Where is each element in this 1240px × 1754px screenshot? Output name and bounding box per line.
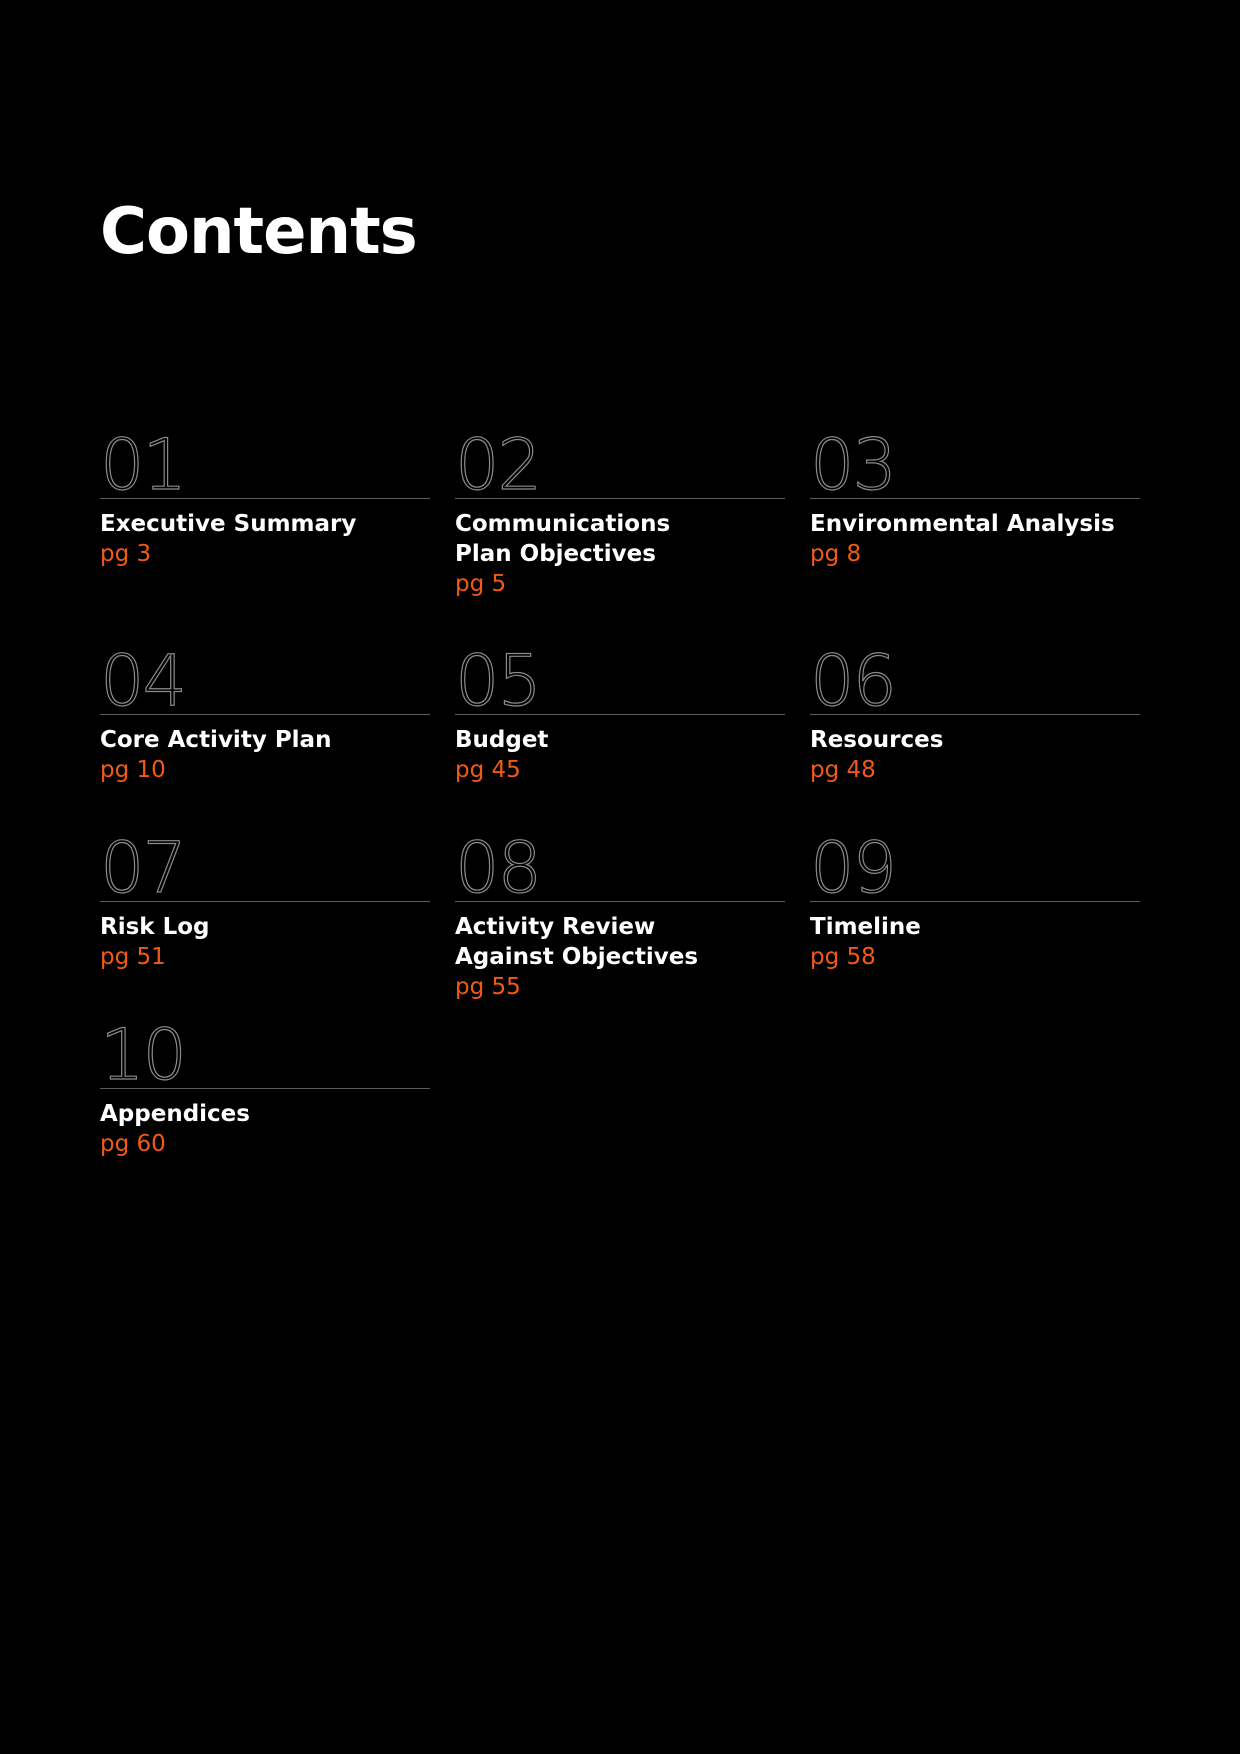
page-reference: pg 8 — [810, 541, 862, 567]
page-reference: pg 60 — [100, 1131, 166, 1157]
section-number: 07 — [100, 827, 186, 909]
toc-item-08[interactable] — [455, 827, 785, 1002]
toc-item-06[interactable] — [810, 640, 1140, 785]
page-reference: pg 45 — [455, 757, 521, 783]
toc-item-10[interactable] — [100, 1014, 430, 1159]
section-title: Appendices — [100, 1101, 250, 1127]
section-title: Activity Review Against Objectives — [455, 914, 699, 970]
page-reference: pg 48 — [810, 757, 876, 783]
section-title: Environmental Analysis — [810, 511, 1115, 537]
toc-item-01[interactable] — [100, 424, 430, 569]
toc-item-09[interactable] — [810, 827, 1140, 972]
page-reference: pg 5 — [455, 571, 507, 597]
section-number: 09 — [810, 827, 896, 909]
toc-item-04[interactable] — [100, 640, 430, 785]
page-title: Contents — [100, 195, 417, 269]
section-number: 04 — [100, 640, 186, 722]
section-title: Resources — [810, 727, 944, 753]
page-reference: pg 10 — [100, 757, 166, 783]
section-number: 03 — [810, 424, 896, 506]
section-title: Executive Summary — [100, 511, 357, 537]
toc-item-03[interactable] — [810, 424, 1140, 569]
toc-item-02[interactable] — [455, 424, 785, 599]
page-reference: pg 58 — [810, 944, 876, 970]
page-reference: pg 55 — [455, 974, 521, 1000]
section-title: Core Activity Plan — [100, 727, 332, 753]
section-number: 10 — [100, 1014, 186, 1096]
section-title: Risk Log — [100, 914, 210, 940]
section-number: 08 — [455, 827, 541, 909]
page-reference: pg 3 — [100, 541, 152, 567]
section-number: 01 — [100, 424, 186, 506]
section-number: 06 — [810, 640, 896, 722]
section-number: 05 — [455, 640, 541, 722]
section-number: 02 — [455, 424, 541, 506]
section-title: Timeline — [810, 914, 921, 940]
page-reference: pg 51 — [100, 944, 166, 970]
section-title: Budget — [455, 727, 549, 753]
toc-item-05[interactable] — [455, 640, 785, 785]
toc-item-07[interactable] — [100, 827, 430, 972]
section-title: Communications Plan Objectives — [455, 511, 671, 567]
